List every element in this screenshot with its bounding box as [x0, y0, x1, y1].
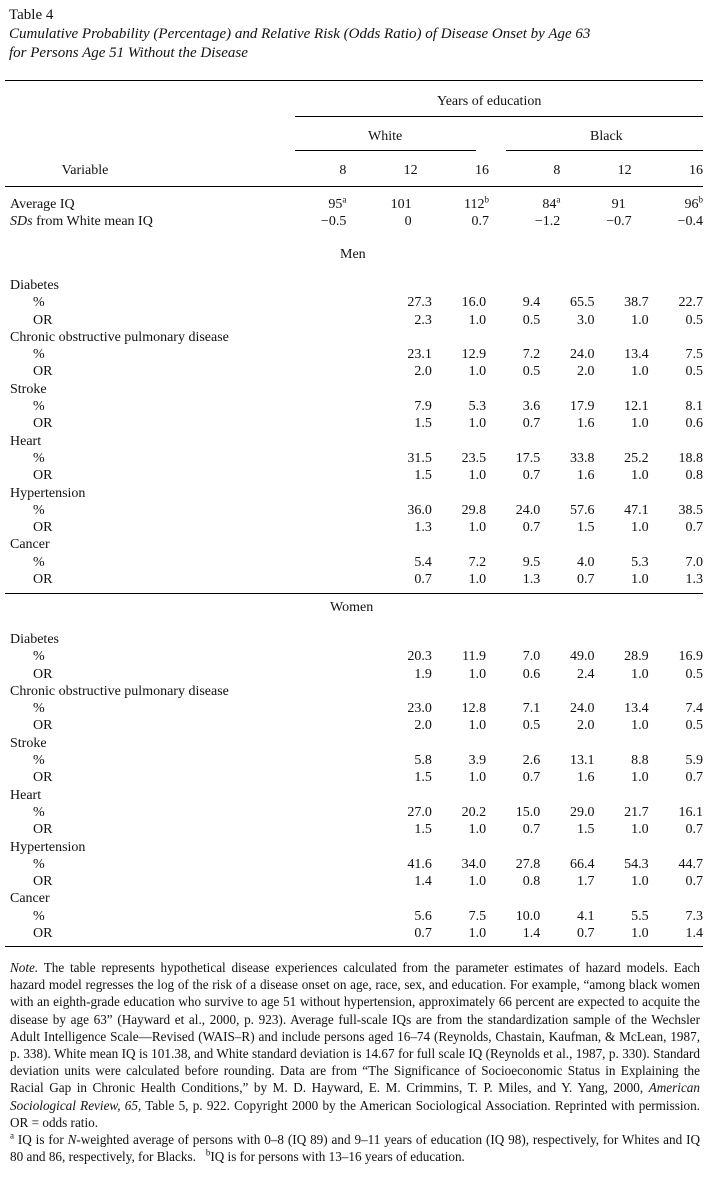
cell: 1.5 [576, 520, 595, 536]
cell: 7.0 [685, 554, 703, 570]
cell: 3.6 [522, 399, 541, 415]
cell: 57.6 [569, 502, 595, 518]
table-row [5, 908, 703, 925]
cell: 36.0 [407, 502, 432, 518]
variable-header: Variable [61, 163, 109, 178]
cell: 5.3 [631, 554, 649, 570]
cell: 0 [404, 214, 412, 230]
table-row [5, 873, 703, 890]
cell: 112$^b$ [464, 194, 489, 212]
cell: 24.0 [515, 502, 541, 518]
cell: 38.5 [678, 502, 703, 518]
cell: 1.9 [414, 666, 432, 682]
cell: 4.0 [576, 554, 595, 570]
cell: 8.1 [685, 399, 703, 415]
row-label: % [33, 649, 45, 665]
cell: 0.7 [522, 822, 541, 838]
table-row [5, 752, 703, 769]
cell: 12.1 [624, 399, 649, 415]
cell: 0.5 [685, 364, 703, 380]
col-header: 16 [474, 163, 489, 178]
cell: −0.4 [677, 214, 703, 230]
cell: 1.0 [631, 718, 649, 734]
cell: 7.3 [685, 908, 703, 924]
cell: 1.0 [631, 822, 649, 838]
row-label: % [33, 399, 45, 415]
cell: 1.6 [576, 770, 595, 786]
cell: 13.1 [569, 753, 595, 769]
cell: 29.8 [461, 502, 487, 518]
row-label: OR [33, 312, 53, 328]
cell: 0.5 [685, 312, 703, 328]
note-body-2: Table 5, p. 922. Copyright 2000 by the American Sociological Association. Reprinted with permission. OR = odds ratio. [10, 1097, 700, 1130]
row-label: % [33, 554, 45, 570]
row-label: OR [33, 770, 53, 786]
row-label: OR [33, 416, 53, 432]
cell: 1.6 [576, 468, 595, 484]
row-label: % [33, 753, 45, 769]
row-label: % [33, 804, 45, 820]
table-row [5, 312, 703, 329]
disease-heading-row [5, 839, 703, 856]
cell: 23.0 [407, 701, 432, 717]
cell: 9.4 [522, 295, 541, 311]
cell: 0.7 [576, 572, 595, 588]
cell: 54.3 [624, 856, 649, 872]
row-label: OR [33, 718, 53, 734]
cell: 17.9 [569, 399, 595, 415]
cell: 1.0 [468, 468, 487, 484]
row-label: % [33, 450, 45, 466]
disease-heading-row [5, 277, 703, 294]
cell: 1.0 [468, 364, 487, 380]
row-label: % [33, 856, 45, 872]
row-label: OR [33, 822, 53, 838]
cell: 5.6 [414, 908, 432, 924]
cell: 23.1 [407, 347, 432, 363]
cell: 0.7 [414, 572, 432, 588]
cell: 34.0 [461, 856, 487, 872]
cell: 1.0 [468, 416, 487, 432]
cell: 2.0 [576, 364, 595, 380]
table-row [5, 925, 703, 942]
row-label: % [33, 502, 45, 518]
cell: 38.7 [624, 295, 649, 311]
cell: 2.6 [522, 753, 541, 769]
cell: 1.0 [631, 312, 649, 328]
cell: 1.0 [468, 312, 487, 328]
cell: 1.0 [468, 572, 487, 588]
cell: 16.1 [678, 804, 703, 820]
disease-name: Stroke [10, 381, 47, 397]
cell: 1.3 [522, 572, 541, 588]
cell: 7.4 [685, 701, 703, 717]
disease-name: Hypertension [10, 485, 86, 501]
disease-heading-row [5, 433, 703, 450]
cell: 7.2 [468, 554, 487, 570]
cell: 1.0 [468, 666, 487, 682]
cell: 0.7 [522, 520, 541, 536]
cell: 84$^a$ [542, 194, 561, 212]
cell: −1.2 [534, 214, 561, 230]
table-row [5, 196, 703, 213]
disease-name: Chronic obstructive pulmonary disease [10, 329, 229, 345]
spanner-rule [295, 116, 703, 117]
cell: 1.5 [414, 468, 432, 484]
col-header: 16 [689, 163, 703, 178]
footnote-a: $^a$ IQ is for N-weighted average of persons with 0–8 (IQ 89) and 9–11 years of education (IQ 98), respectively, for Whites and IQ 80 and 86, respectively, for Blacks. [10, 1130, 700, 1165]
cell: 0.7 [685, 822, 703, 838]
cell: 33.8 [569, 450, 595, 466]
group-white-header: White [368, 129, 403, 144]
header-bottom-rule [5, 186, 703, 187]
cell: 1.0 [631, 926, 649, 942]
cell: 16.9 [678, 649, 703, 665]
row-label: Average IQ [10, 197, 75, 212]
black-group-rule [506, 150, 703, 151]
row-label: OR [33, 572, 53, 588]
cell: 49.0 [569, 649, 595, 665]
row-label: OR [33, 926, 53, 942]
cell: 7.9 [414, 399, 432, 415]
cell: 91 [611, 197, 626, 212]
cell: 0.5 [685, 718, 703, 734]
table-row [5, 450, 703, 467]
cell: 1.0 [468, 874, 487, 890]
cell: 20.3 [407, 649, 432, 665]
table-row [5, 856, 703, 873]
cell: 16.0 [461, 295, 487, 311]
cell: 0.7 [414, 926, 432, 942]
cell: 0.8 [685, 468, 703, 484]
disease-name: Hypertension [10, 839, 86, 855]
cell: 7.5 [685, 347, 703, 363]
disease-name: Cancer [10, 537, 50, 553]
cell: 0.7 [685, 874, 703, 890]
row-label: OR [33, 468, 53, 484]
cell: 1.4 [685, 926, 703, 942]
cell: 5.8 [414, 753, 432, 769]
cell: 1.0 [631, 770, 649, 786]
row-label: OR [33, 874, 53, 890]
cell: 5.4 [414, 554, 432, 570]
cell: −0.7 [606, 214, 632, 230]
cell: 0.8 [522, 874, 541, 890]
cell: 7.1 [522, 701, 541, 717]
col-header: 12 [403, 163, 418, 178]
cell: 8.8 [631, 753, 649, 769]
table-row [5, 346, 703, 363]
top-rule [5, 80, 703, 81]
cell: 24.0 [569, 347, 595, 363]
disease-heading-row [5, 890, 703, 907]
section-label-men: Men [340, 247, 366, 262]
cell: 1.4 [522, 926, 541, 942]
cell: 2.0 [576, 718, 595, 734]
white-group-rule [295, 150, 476, 151]
cell: 11.9 [462, 649, 487, 665]
row-label: % [33, 347, 45, 363]
cell: 1.0 [631, 520, 649, 536]
cell: 12.8 [461, 701, 487, 717]
cell: 0.7 [522, 468, 541, 484]
cell: 1.0 [631, 572, 649, 588]
cell: 17.5 [515, 450, 541, 466]
col-header: 8 [553, 163, 561, 178]
table-row [5, 467, 703, 484]
cell: 1.0 [468, 770, 487, 786]
row-label: OR [33, 364, 53, 380]
cell: 0.6 [522, 666, 541, 682]
disease-heading-row [5, 631, 703, 648]
cell: 1.0 [468, 822, 487, 838]
cell: 1.6 [576, 416, 595, 432]
bottom-rule [5, 946, 703, 947]
cell: 3.9 [468, 753, 487, 769]
table-caption-line-1: Cumulative Probability (Percentage) and Relative Risk (Odds Ratio) of Disease Onset by Age 63 [9, 26, 591, 42]
footnote-b: $^b$IQ is for persons with 13–16 years of education. [205, 1147, 465, 1165]
cell: 5.9 [685, 753, 703, 769]
cell: 10.0 [515, 908, 541, 924]
cell: 18.8 [678, 450, 703, 466]
cell: 0.5 [522, 364, 541, 380]
cell: 21.7 [624, 804, 649, 820]
cell: 2.4 [576, 666, 595, 682]
cell: 13.4 [624, 347, 649, 363]
cell: 47.1 [624, 502, 649, 518]
cell: 1.0 [468, 718, 487, 734]
cell: 1.3 [685, 572, 703, 588]
disease-heading-row [5, 485, 703, 502]
cell: 0.7 [471, 214, 489, 230]
disease-heading-row [5, 787, 703, 804]
cell: 9.5 [522, 554, 541, 570]
cell: 65.5 [569, 295, 595, 311]
table-row [5, 363, 703, 380]
cell: 7.0 [522, 649, 541, 665]
note-journal: American Sociological Review, 65, [10, 1080, 700, 1113]
cell: 0.7 [522, 416, 541, 432]
table-row [5, 554, 703, 571]
women-table [5, 631, 703, 942]
cell: 1.0 [468, 520, 487, 536]
disease-name: Heart [10, 433, 42, 449]
column-header-row [5, 162, 703, 179]
cell: 25.2 [624, 450, 649, 466]
disease-heading-row [5, 735, 703, 752]
years-of-education-spanner: Years of education [437, 94, 542, 109]
disease-heading-row [5, 683, 703, 700]
disease-name: Heart [10, 787, 42, 803]
cell: 41.6 [407, 856, 432, 872]
table-row [5, 804, 703, 821]
cell: 1.7 [576, 874, 595, 890]
table-row [5, 571, 703, 588]
table-row [5, 700, 703, 717]
table-row [5, 769, 703, 786]
disease-heading-row [5, 381, 703, 398]
cell: 44.7 [678, 856, 703, 872]
cell: 27.3 [407, 295, 432, 311]
row-label: % [33, 701, 45, 717]
section-label-women: Women [330, 600, 374, 615]
cell: 0.5 [522, 718, 541, 734]
cell: 27.8 [515, 856, 541, 872]
disease-heading-row [5, 329, 703, 346]
disease-heading-row [5, 536, 703, 553]
group-black-header: Black [590, 129, 623, 144]
cell: 1.0 [631, 874, 649, 890]
cell: 5.5 [631, 908, 649, 924]
disease-name: Diabetes [10, 632, 59, 647]
cell: 2.0 [414, 364, 432, 380]
cell: 7.5 [468, 908, 487, 924]
cell: 5.3 [468, 399, 487, 415]
cell: 0.7 [685, 770, 703, 786]
cell: 29.0 [569, 804, 595, 820]
men-table [5, 277, 703, 588]
disease-name: Diabetes [10, 278, 59, 293]
cell: 101 [390, 197, 412, 212]
cell: 1.5 [414, 416, 432, 432]
cell: 4.1 [576, 908, 595, 924]
cell: 31.5 [407, 450, 432, 466]
row-label: OR [33, 520, 53, 536]
cell: 1.0 [631, 468, 649, 484]
table-row [5, 502, 703, 519]
table-row [5, 821, 703, 838]
table-title-block [9, 6, 699, 63]
cell: 0.5 [685, 666, 703, 682]
cell: 12.9 [461, 347, 487, 363]
cell: 24.0 [569, 701, 595, 717]
cell: 1.4 [414, 874, 432, 890]
cell: 20.2 [461, 804, 487, 820]
table-note [10, 959, 700, 1165]
cell: 0.7 [576, 926, 595, 942]
cell: 0.7 [522, 770, 541, 786]
table-row [5, 717, 703, 734]
cell: 28.9 [624, 649, 649, 665]
cell: 0.5 [522, 312, 541, 328]
cell: 95$^a$ [328, 194, 347, 212]
disease-name: Chronic obstructive pulmonary disease [10, 683, 229, 699]
cell: −0.5 [320, 214, 347, 230]
cell: 15.0 [515, 804, 541, 820]
table-row [5, 666, 703, 683]
table-row [5, 415, 703, 432]
cell: 0.6 [685, 416, 703, 432]
cell: 23.5 [461, 450, 487, 466]
table-caption-line-2: for Persons Age 51 Without the Disease [9, 45, 248, 61]
row-label: % [33, 908, 45, 924]
cell: 3.0 [576, 312, 595, 328]
cell: 66.4 [569, 856, 595, 872]
cell: 1.0 [631, 364, 649, 380]
table-row [5, 519, 703, 536]
table-row [5, 398, 703, 415]
table-row [5, 213, 703, 230]
note-lead: Note. [10, 960, 39, 975]
col-header: 8 [339, 163, 347, 178]
cell: 1.3 [414, 520, 432, 536]
row-label: SDs from White mean IQ [10, 214, 153, 230]
row-label: OR [33, 666, 53, 682]
table-row [5, 294, 703, 311]
iq-rows [5, 196, 703, 231]
row-label: % [33, 295, 45, 311]
cell: 1.5 [414, 770, 432, 786]
cell: 2.3 [414, 312, 432, 328]
disease-name: Stroke [10, 735, 47, 751]
table-row [5, 648, 703, 665]
cell: 1.0 [631, 666, 649, 682]
cell: 1.0 [468, 926, 487, 942]
cell: 1.0 [631, 416, 649, 432]
col-header: 12 [617, 163, 632, 178]
cell: 1.5 [414, 822, 432, 838]
cell: 13.4 [624, 701, 649, 717]
section-divider-rule [5, 593, 703, 594]
cell: 1.5 [576, 822, 595, 838]
table-number: Table 4 [9, 7, 54, 23]
note-body-1: The table represents hypothetical disease experiences calculated from the parameter estimates of hazard models. Each hazard model regresses the log of the risk of a disease onset on age, race, sex, and education. For example, “among black women with an eighth-grade education who survive to age 51 without hypertension, approximately 66 percent are expected to acquite the disease by age 63” (Hayward et al., 2000, p. 923). Average full-scale IQs are from the standardization sample of the Wechsler Adult Intelligence Scale—Revised (WAIS–R) and include persons aged 16–74 (Reynolds, Chastain, Kaufman, & McLean, 1987, p. 338). White mean IQ is 101.38, and White standard deviation is 14.67 for full scale IQ (Reynolds et al., 1987, p. 330). Standard deviation units were calculated before rounding. Data are from “The Significance of Socioeconomic Status in Explaining the Racial Gap in Chronic Health Conditions,” by M. D. Hayward, E. M. Crimmins, T. P. Miles, and Y. Yang, 2000, [10, 960, 700, 1096]
cell: 2.0 [414, 718, 432, 734]
cell: 27.0 [407, 804, 432, 820]
cell: 7.2 [522, 347, 541, 363]
disease-name: Cancer [10, 891, 50, 907]
cell: 96$^b$ [684, 194, 703, 212]
cell: 0.7 [685, 520, 703, 536]
cell: 22.7 [678, 295, 703, 311]
